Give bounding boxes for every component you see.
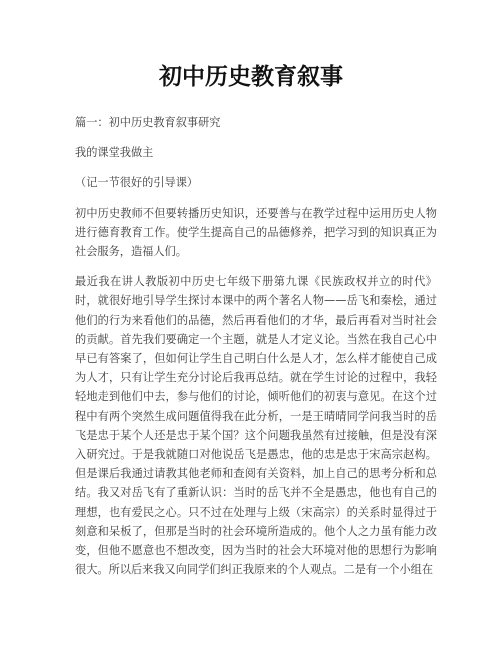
document-body [75, 113, 437, 590]
body-paragraph: 初中历史教师不但要转播历史知识，还要善与在教学过程中运用历史人物进行德育教育工作。使学生提高自己的品德修养，把学习到的知识真正为社会服务，造福人们。 [75, 206, 437, 259]
body-paragraph: 最近我在讲人教版初中历史七年级下册第九课《民族政权并立的时代》时，就很好地引导学生探讨本课中的两个著名人物——岳飞和秦桧，通过他们的行为来看他们的品德，然后再看他们的才华，最后再看对当时社会的贡献。首先我们要确定一个主题，就是人才定义论。当然在我自己心中早已有答案了，但如何让学生自己明白什么是人才，怎么样才能使自己成为人才，只有让学生充分讨论后我再总结。就在学生讨论的过程中，我轻轻地走到他们中去，参与他们的讨论，倾听他们的初衷与意见。在这个过程中有两个突然生成问题值得我在此分析，一是王晴晴同学问我当时的岳飞是忠于某个人还是忠于某个国？这个问题我虽然有过接触，但是没有深入研究过。于是我就随口对他说岳飞是愚忠，他的忠是忠于宋高宗赵构。但是课后我通过请教其他老师和查阅有关资料，加上自己的思考分析和总结。我又对岳飞有了重新认识：当时的岳飞并不全是愚忠，他也有自己的理想，也有爱民之心。只不过在处理与上级（宋高宗）的关系时显得过于刻意和呆板了，但那是当时的社会环境所造成的。他个人之力虽有能力改变，但他不愿意也不想改变，因为当时的社会大环境对他的思想行为影响很大。所以后来我又向同学们纠正我原来的个人观点。二是有一个小组在 [75, 275, 437, 577]
section-heading: 篇一：初中历史教育叙事研究 [75, 116, 221, 129]
article-title: 我的课堂我做主 [75, 146, 154, 160]
article-subtitle: （记一节很好的引导课） [75, 176, 199, 190]
document-title: 初中历史教育叙事 [159, 63, 343, 90]
